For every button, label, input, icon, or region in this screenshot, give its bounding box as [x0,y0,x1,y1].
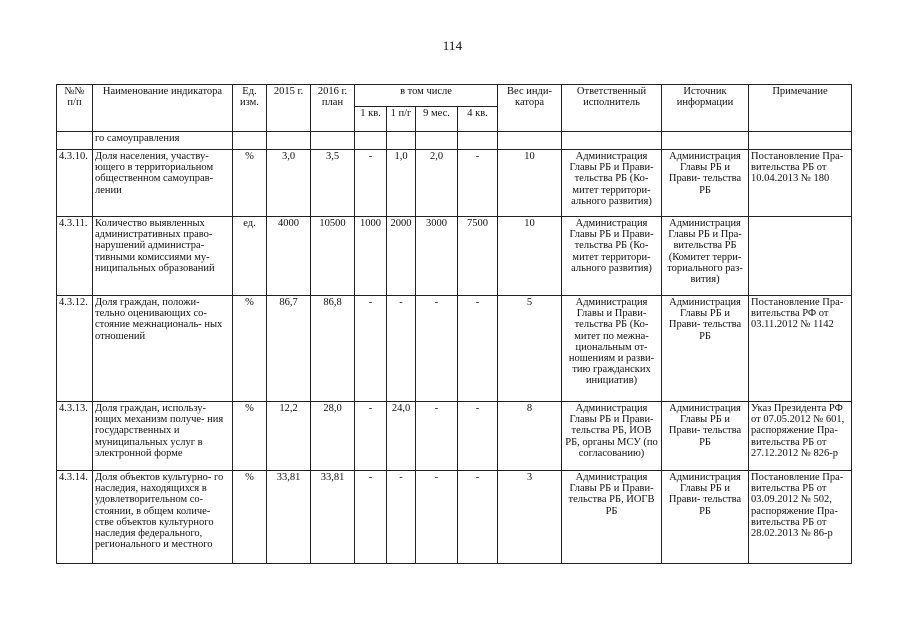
header-2016-plan: 2016 г. план [311,85,355,132]
row-h1: - [387,296,416,402]
row-name: Доля объектов культурно- го наследия, находящихся в удовлетворительном со- стоянии, в общем количе- стве объектов культурного наследия федерального, регионального и местного [93,471,233,564]
header-num: №№ п/п [57,85,93,132]
row-q1: 1000 [355,217,387,296]
row-name: Доля граждан, положи- тельно оценивающих со- стояние межнациональ- ных отношений [93,296,233,402]
row-q4: - [458,296,498,402]
row-9m: - [416,471,458,564]
table-row [57,150,852,217]
row-num: 4.3.12. [57,296,93,402]
row-q1: - [355,402,387,471]
table-header [57,85,852,132]
table-row [57,471,852,564]
row-2016: 33,81 [311,471,355,564]
header-q4: 4 кв. [458,107,498,132]
row-2015: 86,7 [267,296,311,402]
row-executor: Администрация Главы РБ и Прави- тельства РБ (Ко- митет территори- ального развития) [562,217,662,296]
row-weight: 10 [498,217,562,296]
row-weight: 10 [498,150,562,217]
row-q4: - [458,402,498,471]
row-9m: 3000 [416,217,458,296]
row-unit: ед. [233,217,267,296]
continuation-text: го самоуправления [93,132,233,150]
row-note: Указ Президента РФ от 07.05.2012 № 601, распоряжение Пра- вительства РБ от 27.12.2012 № 826-р [749,402,852,471]
row-h1: 2000 [387,217,416,296]
row-weight: 8 [498,402,562,471]
table-row [57,296,852,402]
row-num: 4.3.10. [57,150,93,217]
row-q1: - [355,296,387,402]
row-num: 4.3.14. [57,471,93,564]
row-note [749,217,852,296]
table-row [57,217,852,296]
continuation-row [57,132,852,150]
row-executor: Администрация Главы РБ и Прави- тельства РБ, ИОГВ РБ [562,471,662,564]
header-weight: Вес инди- катора [498,85,562,132]
row-2015: 33,81 [267,471,311,564]
row-weight: 3 [498,471,562,564]
row-name: Доля населения, участву- ющего в территориальном общественном самоуправ- лении [93,150,233,217]
row-executor: Администрация Главы и Прави- тельства РБ (Ко- митет по межна- циональным от- ношениям и разви- тию гражданских инициатив) [562,296,662,402]
row-q1: - [355,471,387,564]
table-row [57,402,852,471]
header-9m: 9 мес. [416,107,458,132]
row-2015: 3,0 [267,150,311,217]
header-note: Примечание [749,85,852,132]
row-unit: % [233,471,267,564]
row-source: Администрация Главы РБ и Прави- тельства РБ [662,402,749,471]
row-unit: % [233,150,267,217]
row-weight: 5 [498,296,562,402]
row-q4: - [458,150,498,217]
row-unit: % [233,402,267,471]
row-num: 4.3.11. [57,217,93,296]
row-num: 4.3.13. [57,402,93,471]
header-2015: 2015 г. [267,85,311,132]
row-q4: - [458,471,498,564]
row-9m: 2,0 [416,150,458,217]
row-executor: Администрация Главы РБ и Прави- тельства РБ (Ко- митет территори- ального развития) [562,150,662,217]
header-name: Наименование индикатора [93,85,233,132]
row-source: Администрация Главы РБ и Прави- тельства РБ [662,296,749,402]
row-9m: - [416,296,458,402]
row-h1: 24,0 [387,402,416,471]
row-note: Постановление Пра- вительства РФ от 03.11.2012 № 1142 [749,296,852,402]
row-2016: 3,5 [311,150,355,217]
row-9m: - [416,402,458,471]
row-note: Постановление Пра- вительства РБ от 10.04.2013 № 180 [749,150,852,217]
row-executor: Администрация Главы РБ и Прави- тельства РБ, ИОВ РБ, органы МСУ (по согласованию) [562,402,662,471]
row-q1: - [355,150,387,217]
row-name: Количество выявленных административных право- нарушений администра- тивными комиссиями му- ниципальных образований [93,217,233,296]
row-source: Администрация Главы РБ и Прави- тельства РБ [662,150,749,217]
header-h1: 1 п/г [387,107,416,132]
header-q1: 1 кв. [355,107,387,132]
row-source: Администрация Главы РБ и Пра- вительства РБ (Комитет терри- ториального раз- вития) [662,217,749,296]
row-2016: 28,0 [311,402,355,471]
header-executor: Ответственный исполнитель [562,85,662,132]
page-number: 114 [442,38,463,53]
row-h1: - [387,471,416,564]
row-2015: 4000 [267,217,311,296]
row-source: Администрация Главы РБ и Прави- тельства РБ [662,471,749,564]
row-unit: % [233,296,267,402]
row-name: Доля граждан, использу- ющих механизм получе- ния государственных и муниципальных услуг в электронной форме [93,402,233,471]
row-h1: 1,0 [387,150,416,217]
indicators-table [56,84,852,564]
row-note: Постановление Пра- вительства РБ от 03.09.2012 № 502, распоряжение Пра- вительства РБ от 28.02.2013 № 86-р [749,471,852,564]
row-2016: 86,8 [311,296,355,402]
header-source: Источник информации [662,85,749,132]
header-including: в том числе [355,85,498,107]
row-2016: 10500 [311,217,355,296]
row-q4: 7500 [458,217,498,296]
header-unit: Ед. изм. [233,85,267,132]
row-2015: 12,2 [267,402,311,471]
